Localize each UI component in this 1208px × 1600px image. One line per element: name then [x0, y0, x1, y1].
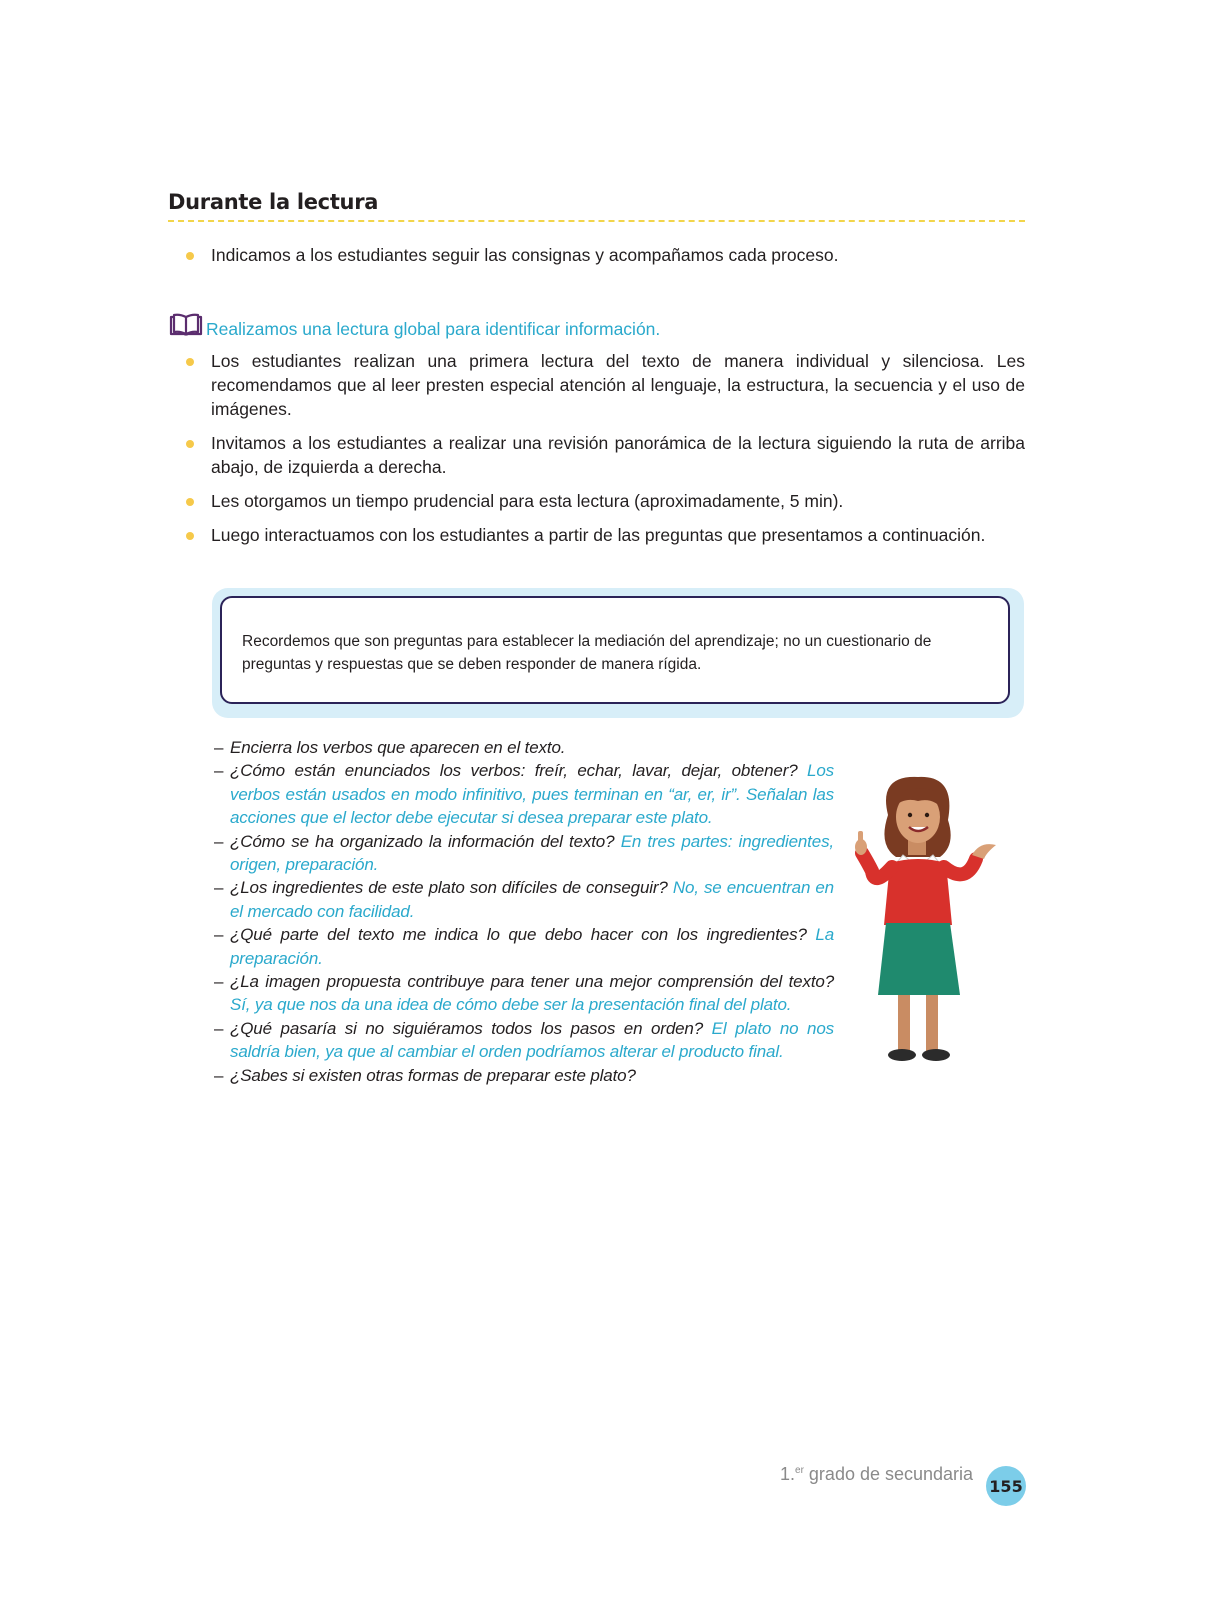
dash-marker: –: [214, 831, 224, 851]
bullet-dot-icon: [186, 358, 194, 366]
answer-text: Los verbos están usados en modo infinitivo, pues terminan en “ar, er, ir”. Señalan las acciones que el lector debe ejecutar si desea preparar este plato.: [230, 761, 835, 828]
question-text: ¿Cómo están enunciados los verbos: freír, echar, lavar, dejar, obtener?: [230, 761, 798, 781]
answer-text: La preparación.: [230, 925, 834, 968]
note-text: Recordemos que son preguntas para establecer la mediación del aprendizaje; no un cuestionario de preguntas y respuestas que se deben responder de manera rígida.: [242, 633, 932, 673]
bullet-text: Invitamos a los estudiantes a realizar una revisión panorámica de la lectura siguiendo la ruta de arriba abajo, de izquierda a derecha.: [211, 433, 1025, 477]
dash-marker: –: [214, 761, 224, 781]
bullet-dot-icon: [186, 532, 194, 540]
answer-text: El plato no nos saldría bien, ya que al cambiar el orden podríamos alterar el producto final.: [230, 1018, 835, 1062]
list-item: [168, 523, 1025, 547]
dash-marker: –: [214, 1065, 224, 1085]
bullet-text: Los estudiantes realizan una primera lectura del texto de manera individual y silenciosa. Les recomendamos que al leer presten especial atención al lenguaje, la estructura, la secuencia y el uso de imágenes.: [211, 351, 1025, 419]
dash-marker: –: [214, 878, 224, 898]
list-item: [168, 349, 1025, 421]
reading-heading-label: Realizamos una lectura global para identificar información.: [206, 318, 661, 339]
answer-text: No, se encuentran en el mercado con facilidad.: [230, 878, 834, 921]
dash-marker: –: [214, 1018, 224, 1038]
question-text: ¿Qué pasaría si no siguiéramos todos los pasos en orden?: [230, 1018, 704, 1038]
question-item: [212, 970, 834, 1017]
reading-heading: [168, 312, 660, 340]
footer-grade-label: [780, 1464, 973, 1485]
list-item: [168, 489, 1025, 513]
intro-bullet-list: [168, 243, 1025, 277]
question-item: [212, 736, 834, 759]
section-title: Durante la lectura: [168, 190, 379, 214]
question-text: ¿Los ingredientes de este plato son difíciles de conseguir?: [230, 878, 668, 898]
question-list: [212, 736, 834, 1087]
grade-superscript: er: [795, 1465, 804, 1476]
bullet-text: Indicamos a los estudiantes seguir las consignas y acompañamos cada proceso.: [211, 245, 839, 265]
bullet-dot-icon: [186, 498, 194, 506]
question-item: [212, 759, 834, 829]
bullet-dot-icon: [186, 440, 194, 448]
reading-bullet-list: [168, 349, 1025, 557]
question-item: [212, 1064, 834, 1087]
question-item: [212, 1017, 834, 1064]
answer-text: Sí, ya que nos da una idea de cómo debe ser la presentación final del plato.: [230, 995, 792, 1015]
question-item: [212, 923, 834, 970]
question-text: ¿Sabes si existen otras formas de preparar este plato?: [230, 1065, 636, 1085]
question-text: Encierra los verbos que aparecen en el texto.: [230, 738, 566, 757]
grade-text: grado de secundaria: [803, 1464, 974, 1484]
list-item: [168, 243, 1025, 267]
answer-text: En tres partes: ingredientes, origen, preparación.: [230, 831, 834, 875]
title-divider: [168, 220, 1025, 222]
question-item: [212, 830, 834, 877]
question-text: ¿Cómo se ha organizado la información del texto?: [230, 831, 615, 851]
dash-marker: –: [214, 738, 224, 757]
bullet-text: Les otorgamos un tiempo prudencial para esta lectura (aproximadamente, 5 min).: [211, 491, 844, 511]
list-item: [168, 431, 1025, 479]
note-box-inner: [220, 596, 1010, 704]
question-text: ¿La imagen propuesta contribuye para tener una mejor comprensión del texto?: [230, 972, 834, 992]
note-box: [212, 588, 1024, 718]
bullet-text: Luego interactuamos con los estudiantes a partir de las preguntas que presentamos a continuación.: [211, 525, 986, 545]
dash-marker: –: [214, 972, 224, 992]
question-item: [212, 876, 834, 923]
question-text: ¿Qué parte del texto me indica lo que debo hacer con los ingredientes?: [230, 925, 807, 945]
bullet-dot-icon: [186, 252, 194, 260]
teacher-illustration: [848, 775, 1008, 1075]
dash-marker: –: [214, 925, 224, 945]
book-icon: [168, 313, 204, 339]
grade-number: 1.: [780, 1464, 796, 1484]
page-number-badge: 155: [986, 1466, 1026, 1506]
